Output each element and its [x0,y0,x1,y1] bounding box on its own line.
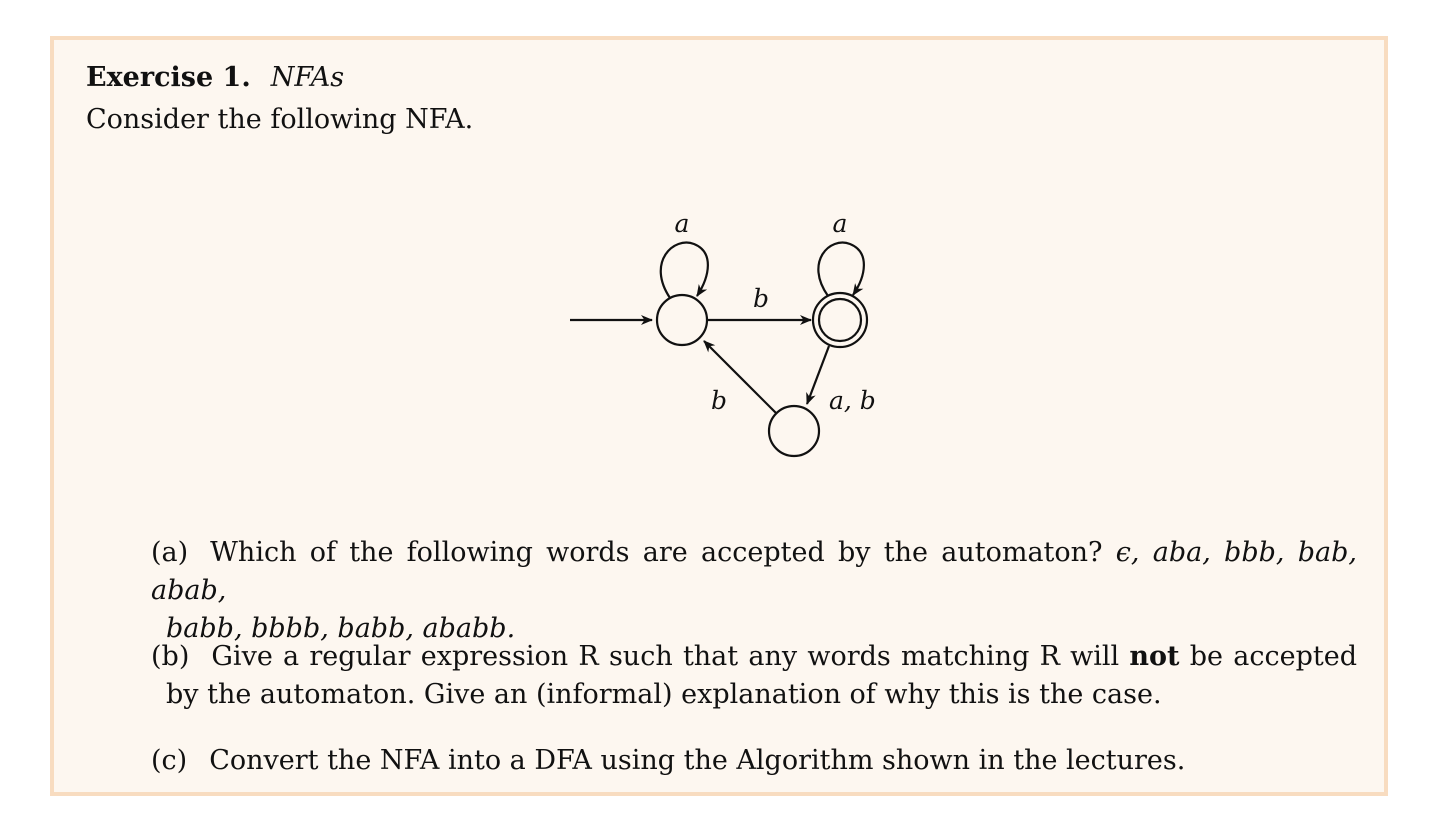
exercise-intro: Consider the following NFA. [86,104,474,135]
question-a-words-2: babb, bbbb, babb, ababb. [166,613,516,644]
question-b-line1 [151,638,1357,676]
label-edge-q0-q1: b [752,284,770,313]
exercise-box [50,36,1388,796]
question-a-words-1: ϵ, aba, bbb, bab, abab, [151,537,1357,606]
question-b-bold: not [1129,641,1180,672]
label-loop-q0: a [674,209,690,238]
state-q0 [657,295,707,345]
loop-q0 [661,243,708,298]
state-q2 [769,406,819,456]
question-a-line1 [151,534,1357,610]
label-loop-q1: a [832,209,848,238]
question-c [151,742,1357,780]
question-b-line2: by the automaton. Give an (informal) explanation of why this is the case. [166,679,1162,710]
question-c-tag: (c) [151,745,188,776]
loop-q1 [818,243,864,296]
label-edge-q1-q2: a, b [829,386,876,415]
question-b-text-pre: Give a regular expression R such that any words matching R will [211,641,1120,672]
question-b-tag: (b) [151,641,190,672]
question-a-tag: (a) [151,537,189,568]
state-q1-outer [813,293,867,347]
question-a [151,534,1357,648]
question-b-text-post: be accepted [1189,641,1357,672]
exercise-topic: NFAs [270,62,345,93]
question-a-text: Which of the following words are accepted by the automaton? [210,537,1103,568]
exercise-label: Exercise 1. [86,62,251,93]
edge-q1-q2 [807,346,829,404]
question-b [151,638,1357,714]
state-q1-inner [819,299,861,341]
label-edge-q2-q0: b [710,386,728,415]
question-c-text: Convert the NFA into a DFA using the Algorithm shown in the lectures. [209,745,1186,776]
